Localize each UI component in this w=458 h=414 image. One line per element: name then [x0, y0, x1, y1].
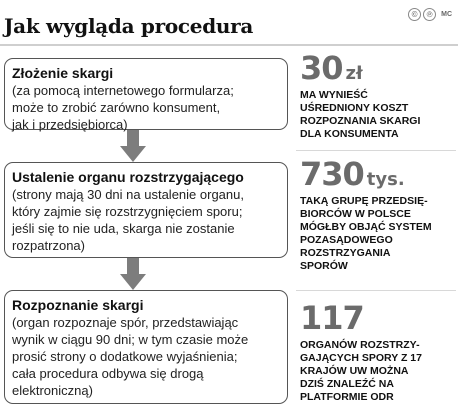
page-title: Jak wygląda procedura	[4, 14, 254, 38]
author-initials: MC	[441, 11, 452, 18]
desc-line: jeśli się to nie uda, skarga nie zostanie	[12, 221, 235, 236]
stat-number	[300, 155, 454, 193]
caption-line: ROZPOZNANIA SKARGI	[300, 115, 421, 127]
desc-line: wynik w ciągu 90 dni; w tym czasie może	[12, 332, 249, 347]
desc-line: prosić strony o dodatkowe wyjaśnienia;	[12, 349, 238, 364]
title-divider	[0, 44, 458, 46]
desc-line: który zajmie się rozstrzygnięciem sporu;	[12, 204, 243, 219]
desc-line: jak i przedsiębiorca)	[12, 117, 128, 132]
caption-line: KRAJÓW UW MOŻNA	[300, 365, 409, 377]
credits	[408, 8, 452, 21]
stat-caption	[300, 195, 454, 273]
stat-divider	[296, 150, 456, 151]
caption-line: GAJĄCYCH SPORY Z 17	[300, 352, 422, 364]
step-box-review	[4, 290, 288, 404]
down-arrow-icon	[120, 130, 146, 162]
stat-value: 117	[300, 299, 364, 337]
stat-number	[300, 49, 454, 87]
desc-line: (strony mają 30 dni na ustalenie organu,	[12, 187, 244, 202]
stat-caption	[300, 89, 454, 141]
caption-line: MA WYNIEŚĆ	[300, 89, 368, 101]
caption-line: TAKĄ GRUPĘ PRZEDSIĘ-	[300, 195, 428, 207]
caption-line: UŚREDNIONY KOSZT	[300, 102, 409, 114]
stat-divider	[296, 290, 456, 291]
stat-value: 730	[300, 155, 364, 193]
desc-line: (organ rozpoznaje spór, przedstawiając	[12, 315, 239, 330]
desc-line: może to zrobić zarówno konsument,	[12, 100, 221, 115]
down-arrow-icon	[120, 258, 146, 290]
caption-line: DZIŚ ZNALEŹĆ NA	[300, 378, 394, 390]
step-box-resolver	[4, 162, 288, 258]
desc-line: (za pomocą internetowego formularza;	[12, 83, 234, 98]
step-title: Złożenie skargi	[12, 65, 114, 81]
caption-line: DLA KONSUMENTA	[300, 128, 399, 140]
step-title: Rozpoznanie skargi	[12, 297, 144, 313]
caption-line: SPORÓW	[300, 260, 348, 272]
step-description	[12, 82, 280, 133]
phonogram-icon: ℗	[423, 8, 436, 21]
step-description	[12, 186, 280, 254]
stat-value: 30	[300, 49, 343, 87]
caption-line: PLATFORMIE ODR	[300, 391, 394, 403]
desc-line: elektroniczną)	[12, 383, 93, 398]
caption-line: ORGANÓW ROZSTRZY-	[300, 339, 420, 351]
stat-caption	[300, 339, 454, 404]
stat-unit: zł	[345, 63, 363, 84]
desc-line: rozpatrzona)	[12, 238, 85, 253]
step-box-complaint	[4, 58, 288, 130]
copyright-icon: ©	[408, 8, 421, 21]
caption-line: BIORCÓW W POLSCE	[300, 208, 411, 220]
stat-businesses	[300, 155, 454, 273]
stat-number	[300, 299, 454, 337]
stat-cost	[300, 49, 454, 141]
stat-organs	[300, 299, 454, 404]
step-title: Ustalenie organu rozstrzygającego	[12, 169, 244, 185]
caption-line: MÓGŁBY OBJĄĆ SYSTEM	[300, 221, 432, 233]
stat-unit: tys.	[366, 169, 405, 190]
caption-line: ROZSTRZYGANIA	[300, 247, 391, 259]
caption-line: POZASĄDOWEGO	[300, 234, 393, 246]
step-description	[12, 314, 280, 399]
desc-line: cała procedura odbywa się drogą	[12, 366, 204, 381]
